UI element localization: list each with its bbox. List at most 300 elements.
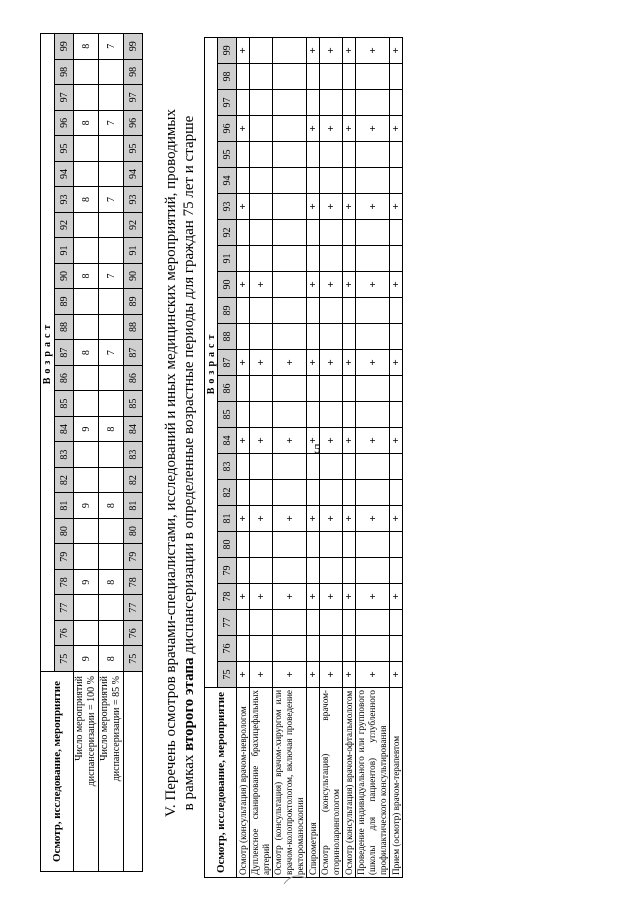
table2-value-cell: + [356,272,390,298]
table2-value-cell [250,454,273,480]
table2-value-cell [356,480,390,506]
table2-value-cell [273,90,307,116]
table2-value-cell: + [237,194,250,220]
table2-value-cell: + [273,428,307,454]
table1-value-cell: 7 [99,110,124,136]
table2-value-cell [237,220,250,246]
table1-row-label-line1: Число мероприятий [74,676,85,761]
table2-value-cell [250,37,273,63]
table2-value-cell [250,532,273,558]
table2-value-cell [356,64,390,90]
table2-value-cell [390,610,403,636]
table2-value-cell: + [320,350,343,376]
table1-age-cell: 79 [124,544,143,570]
table1-age-cell: 83 [55,442,74,468]
table1-age-cell: 82 [55,467,74,493]
table2-value-cell [273,636,307,662]
table1-age-cell: 97 [55,85,74,111]
table2-value-cell: + [320,37,343,63]
table2-value-cell [307,246,320,272]
table2-value-cell [390,480,403,506]
table1-value-cell [74,59,99,85]
table2-value-cell [320,90,343,116]
table2-age-header: Возраст [205,37,218,687]
table2-value-cell [390,454,403,480]
table2-value-cell: + [250,506,273,532]
table2-value-cell [356,168,390,194]
table2-value-cell [273,376,307,402]
table1-value-cell [99,136,124,162]
table2-value-cell [273,194,307,220]
table2-row-label: Спирометрия [307,688,320,878]
table1-age-cell: 99 [124,33,143,59]
table2-age-cell: 84 [218,428,237,454]
table1-value-cell [74,518,99,544]
table2-value-cell [343,64,356,90]
table2-value-cell [356,298,390,324]
table2-value-cell [343,610,356,636]
table2-value-cell [250,194,273,220]
table2-value-cell [390,324,403,350]
table2-value-cell: + [273,506,307,532]
table2-value-cell [273,558,307,584]
table2-value-cell [307,454,320,480]
table2-value-cell [307,610,320,636]
table2-value-cell: + [390,116,403,142]
table1-value-cell: 8 [99,493,124,519]
table2-value-cell: + [307,428,320,454]
table1-age-cell: 81 [55,493,74,519]
table1-age-cell: 86 [55,365,74,391]
table2-value-cell: + [273,662,307,688]
table2-value-cell [320,532,343,558]
table2-value-cell [320,610,343,636]
table2-value-cell: + [307,37,320,63]
table2-age-cell: 90 [218,272,237,298]
table1-age-cell: 79 [55,544,74,570]
table2-value-cell [343,558,356,584]
table2-value-cell: + [307,584,320,610]
table1-age-cell: 80 [124,518,143,544]
table1-value-cell [74,620,99,646]
table2-value-cell [343,636,356,662]
table1-value-cell [74,365,99,391]
table1-age-cell: 89 [55,289,74,315]
table2-value-cell [237,454,250,480]
table2-value-cell [237,90,250,116]
table2-value-cell: + [356,37,390,63]
table1-value-cell: 7 [99,263,124,289]
table2-value-cell [343,298,356,324]
table1-value-cell [99,518,124,544]
age-frequency-table [40,33,143,872]
page-number: 5 [314,441,321,456]
table2-value-cell: + [320,116,343,142]
table1-age-cell: 85 [55,391,74,417]
table1-age-cell: 94 [124,161,143,187]
table2-age-cell: 88 [218,324,237,350]
table2-value-cell [237,324,250,350]
table1-value-cell [74,238,99,264]
table2-age-cell: 83 [218,454,237,480]
section-heading [162,48,198,878]
table1-value-cell [74,212,99,238]
table2-value-cell [320,142,343,168]
table2-value-cell: + [237,662,250,688]
table1-age-cell: 90 [55,263,74,289]
table2-value-cell: + [390,506,403,532]
table2-value-cell: + [320,428,343,454]
table2-value-cell [307,402,320,428]
table2-value-cell [343,90,356,116]
table1-value-cell: 8 [99,646,124,672]
table2-value-cell [390,246,403,272]
table1-age-cell: 98 [124,59,143,85]
table2-value-cell [250,142,273,168]
table2-value-cell [237,636,250,662]
table2-value-cell [250,636,273,662]
table2-value-cell [320,454,343,480]
table1-value-cell [74,314,99,340]
table2-value-cell [273,298,307,324]
table1-age-cell: 88 [55,314,74,340]
pen-mark-icon [282,872,308,888]
table2-value-cell: + [343,350,356,376]
table1-value-cell: 8 [74,263,99,289]
table2-value-cell: + [390,584,403,610]
table2-value-cell [320,246,343,272]
table2-value-cell [320,298,343,324]
table1-value-cell: 8 [74,187,99,213]
table2-value-cell [320,376,343,402]
table2-value-cell [237,480,250,506]
table1-value-cell [74,136,99,162]
table2-value-cell [320,636,343,662]
table2-value-cell: + [390,37,403,63]
table1-age-cell: 78 [124,569,143,595]
table2-value-cell [307,64,320,90]
table1-age-cell: 82 [124,467,143,493]
table2-value-cell [343,324,356,350]
table1-age-cell: 75 [124,646,143,672]
table1-age-cell: 87 [55,340,74,366]
table2-value-cell [343,168,356,194]
table2-value-cell [320,220,343,246]
table2-value-cell [237,376,250,402]
table2-value-cell [307,324,320,350]
heading-pre: в рамках [181,754,197,811]
table2-value-cell [343,480,356,506]
table1-value-cell: 9 [74,569,99,595]
table2-value-cell: + [320,272,343,298]
table1-value-cell: 7 [99,187,124,213]
table2-value-cell [356,376,390,402]
table2-age-cell: 87 [218,350,237,376]
table2-value-cell [390,298,403,324]
table2-value-cell: + [356,194,390,220]
table2-value-cell: + [307,350,320,376]
table2-value-cell: + [250,428,273,454]
table2-value-cell [307,532,320,558]
table1-age-cell: 97 [124,85,143,111]
table2-value-cell [307,298,320,324]
table1-age-cell: 91 [124,238,143,264]
table2-value-cell: + [343,428,356,454]
table2-value-cell [250,64,273,90]
table2-value-cell: + [343,662,356,688]
table1-row-label [74,672,99,872]
table1-value-cell [99,289,124,315]
table2-value-cell [343,402,356,428]
table2-value-cell: + [307,194,320,220]
table2-value-cell [273,272,307,298]
table2-value-cell [320,480,343,506]
table2-row [343,37,356,877]
table2-value-cell [320,324,343,350]
table1-age-header: Возраст [41,33,55,671]
table2-value-cell [356,558,390,584]
table2-age-cell: 97 [218,90,237,116]
table2-value-cell [356,402,390,428]
table2-value-cell [237,402,250,428]
table1-value-cell [99,595,124,621]
table1-value-cell [99,442,124,468]
table1-age-cell: 86 [124,365,143,391]
table1-age-cell: 84 [55,416,74,442]
table1-header-label: Осмотр, исследование, мероприятие [41,672,74,872]
table1-value-cell [99,212,124,238]
table2-value-cell: + [273,584,307,610]
table2-value-cell: + [307,272,320,298]
table2-value-cell [250,246,273,272]
table2-row-label: Проведение индивидуального или группового (школы для пациентов) углубленного профилактического консультирования [356,688,390,878]
table1-value-cell [99,544,124,570]
table1-age-cell: 96 [124,110,143,136]
table1-age-cell: 76 [124,620,143,646]
table2-age-cell: 80 [218,532,237,558]
table2-value-cell: + [390,350,403,376]
table2-age-cell: 77 [218,610,237,636]
section-heading-line1: V. Перечень осмотров врачами-специалистами, исследований и иных медицинских мероприятий, проводимых [163,109,179,817]
table2-age-cell: 95 [218,142,237,168]
table2-value-cell: + [356,350,390,376]
table2-age-cell: 93 [218,194,237,220]
table2-value-cell [390,168,403,194]
table1-value-cell: 8 [99,569,124,595]
table1-age-cell: 81 [124,493,143,519]
table2-value-cell [356,454,390,480]
table2-value-cell: + [307,116,320,142]
table2-value-cell: + [356,506,390,532]
table1-age-cell: 98 [55,59,74,85]
table1-age-cell: 77 [124,595,143,621]
table2-value-cell: + [343,506,356,532]
table1-age-cell: 96 [55,110,74,136]
table1-age-cell: 78 [55,569,74,595]
table2-row-label: Осмотр (консультация) врачом-хирургом или врачом-колопроктологом, включая проведение ректороманоскопии [273,688,307,878]
table1-row-label [99,672,124,872]
table2-value-cell [250,324,273,350]
table2-value-cell [356,610,390,636]
table2-value-cell: + [356,116,390,142]
table1-age-cell: 87 [124,340,143,366]
table2-value-cell: + [237,584,250,610]
table2-value-cell [343,220,356,246]
table2-value-cell: + [320,662,343,688]
table2-value-cell [356,142,390,168]
table2-value-cell [307,90,320,116]
table1-age-cell: 77 [55,595,74,621]
table2-age-cell: 94 [218,168,237,194]
table2-value-cell [273,610,307,636]
table1-age-cell: 91 [55,238,74,264]
table2-value-cell: + [250,272,273,298]
table1-age-cell: 84 [124,416,143,442]
table2-value-cell [390,636,403,662]
table2-value-cell: + [273,350,307,376]
table2-value-cell [320,402,343,428]
table2-age-cell: 89 [218,298,237,324]
table2-value-cell [273,454,307,480]
table2-age-cell: 92 [218,220,237,246]
table1-value-cell: 8 [74,33,99,59]
table2-value-cell [250,220,273,246]
table2-value-cell [390,558,403,584]
table1-value-cell: 7 [99,33,124,59]
table2-value-cell: + [343,116,356,142]
table2-age-cell: 96 [218,116,237,142]
table1-age-cell: 92 [55,212,74,238]
table2-age-cell: 98 [218,64,237,90]
table2-value-cell: + [320,194,343,220]
table2-value-cell [343,454,356,480]
table1-value-cell [99,161,124,187]
table2-value-cell: + [343,584,356,610]
table2-value-cell [273,64,307,90]
table2-value-cell: + [356,662,390,688]
table1-value-cell: 9 [74,493,99,519]
table1-value-cell [74,391,99,417]
table2-row [356,37,390,877]
table2-value-cell [250,298,273,324]
table2-row-label: Осмотр (консультация) врачом-офтальмологом [343,688,356,878]
table1-age-cell: 93 [55,187,74,213]
table1-row-label-line2: диспансеризации = 85 % [111,676,122,782]
table2-value-cell [250,168,273,194]
table2-value-cell [356,324,390,350]
table1-value-cell [99,365,124,391]
table2-value-cell [250,90,273,116]
table2-age-cell: 91 [218,246,237,272]
table2-value-cell [320,168,343,194]
table2-value-cell [356,532,390,558]
table2-age-cell: 85 [218,402,237,428]
heading-post: диспансеризации в определенные возрастные периоды для граждан 75 лет и старше [181,115,197,654]
table1-value-cell [74,595,99,621]
table2-age-cell: 78 [218,584,237,610]
table1-value-cell [99,314,124,340]
table1-age-cell: 95 [55,136,74,162]
table1-age-cell: 90 [124,263,143,289]
table1-value-cell [99,467,124,493]
table2-value-cell [273,402,307,428]
table2-value-cell: + [343,194,356,220]
table2-value-cell [343,376,356,402]
table2-age-cell: 79 [218,558,237,584]
table2-value-cell: + [343,37,356,63]
table2-value-cell [343,142,356,168]
table2-value-cell: + [390,662,403,688]
table1-value-cell [74,467,99,493]
table2-value-cell [320,558,343,584]
table2-value-cell [273,142,307,168]
table2-value-cell [356,636,390,662]
table2-value-cell [390,376,403,402]
table2-age-cell: 86 [218,376,237,402]
table2-value-cell [250,376,273,402]
table1-age-cell: 99 [55,33,74,59]
table2-value-cell [390,402,403,428]
table2-value-cell [390,532,403,558]
table2-value-cell [273,480,307,506]
table2-value-cell [273,37,307,63]
table1-row-label-line1: Число мероприятий [99,676,110,761]
table2-value-cell: + [343,272,356,298]
table2-value-cell: + [237,272,250,298]
table1-value-cell: 9 [74,646,99,672]
table2-value-cell [273,246,307,272]
table2-value-cell [250,116,273,142]
table2-value-cell: + [390,428,403,454]
table2-value-cell [237,246,250,272]
table2-value-cell: + [250,662,273,688]
table1-value-cell: 7 [99,340,124,366]
table2-value-cell [307,558,320,584]
heading-bold: второго этапа [181,657,197,751]
table1-value-cell [99,85,124,111]
table2-value-cell [250,402,273,428]
table2-value-cell: + [307,506,320,532]
table1-value-cell: 8 [99,416,124,442]
table2-value-cell: + [390,272,403,298]
table1-age-cell: 85 [124,391,143,417]
table2-value-cell [237,532,250,558]
table1-value-cell [74,442,99,468]
table2-value-cell [273,220,307,246]
table2-value-cell [250,558,273,584]
table2-row-label: Осмотр (консультация) врачом-оториноларингологом [320,688,343,878]
table2-value-cell: + [237,350,250,376]
table2-value-cell [320,64,343,90]
table2-value-cell [356,220,390,246]
table2-value-cell: + [307,662,320,688]
table2-value-cell [356,90,390,116]
table1-footer-spacer [124,672,143,872]
table2-value-cell [273,168,307,194]
table1-age-cell: 88 [124,314,143,340]
table2-value-cell [237,610,250,636]
table2-age-cell: 76 [218,636,237,662]
table2-row-label: Прием (осмотр) врачом-терапевтом [390,688,403,878]
section-heading-line2 [180,48,198,878]
table1-age-cell: 83 [124,442,143,468]
table1-value-cell [99,238,124,264]
table2-value-cell: + [356,584,390,610]
table1-value-cell [99,391,124,417]
table2-value-cell: + [250,584,273,610]
table2-value-cell [390,142,403,168]
table2-value-cell [307,636,320,662]
